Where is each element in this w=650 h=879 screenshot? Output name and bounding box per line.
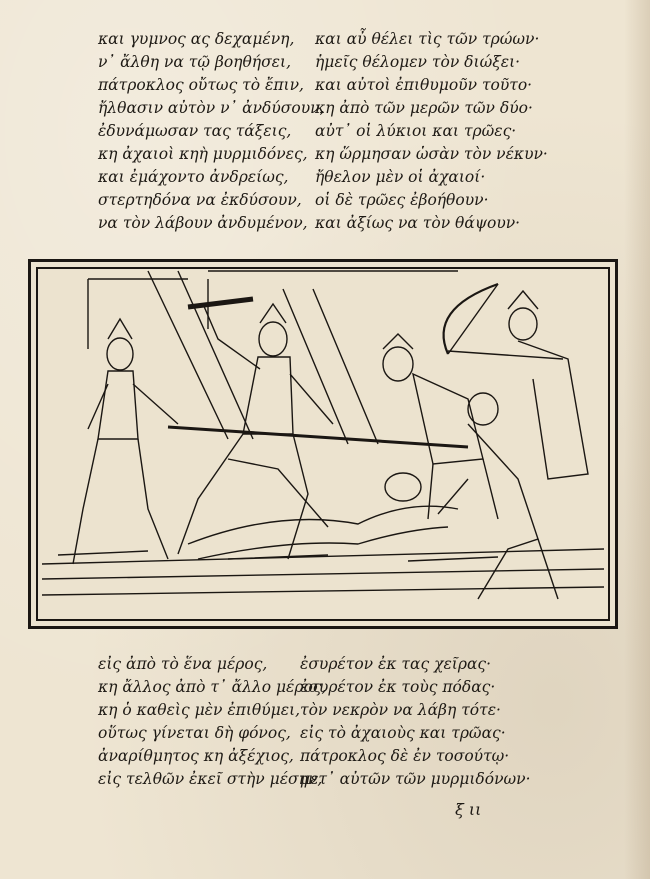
verse-line: οἱ δὲ τρῶες ἐβοήθουν·	[315, 191, 489, 209]
verse-line: στερτηδόνα να ἐκδύσουν,	[98, 191, 302, 209]
verse-line: πάτροκλος οὔτως τὸ ἔπιν,	[98, 76, 304, 94]
verse-line: μετ᾽ αὐτῶν τῶν μυρμιδόνων·	[300, 770, 531, 788]
verse-line: ἀναρίθμητος κη ἀξέχιος,	[98, 747, 294, 765]
verse-line: εἰς τελθῶν ἐκεῖ στὴν μέσην,	[98, 770, 323, 788]
verse-line: κη ὥρμησαν ὡσὰν τὸν νέκυν·	[315, 145, 548, 163]
verse-line: ἡμεῖς θέλομεν τὸν διώξει·	[315, 53, 521, 71]
verse-line: να τὸν λάβουν ἀνδυμένον,	[98, 214, 308, 232]
verse-column-top-right	[315, 30, 555, 240]
verse-line: και γυμνος ας δεχαμένη,	[98, 30, 295, 48]
verse-line: ἐδυνάμωσαν τας τάξεις,	[98, 122, 292, 140]
verse-line: και ἐμάχοντο ἀνδρείως,	[98, 168, 289, 186]
verse-line: πάτροκλος δὲ ἐν τοσούτῳ·	[300, 747, 510, 765]
woodcut-illustration	[28, 259, 618, 629]
verse-line: ἤθελον μὲν οἱ ἀχαιοί·	[315, 168, 486, 186]
verse-line: τὸν νεκρὸν να λάβη τότε·	[300, 701, 501, 719]
page-edge-shadow	[624, 0, 650, 879]
verse-line: κη ἀχαιοὶ κηὴ μυρμιδόνες,	[98, 145, 308, 163]
verse-line: και αὐτοὶ ἐπιθυμοῦν τοῦτο·	[315, 76, 533, 94]
verse-line: και αὖ θέλει τὶς τῶν τρώων·	[315, 30, 540, 48]
verse-line: και ἀξίως να τὸν θάψουν·	[315, 214, 521, 232]
verse-line: εἰς τὸ ἀχαιοὺς και τρῶας·	[300, 724, 506, 742]
verse-line: κη ἀπὸ τῶν μερῶν τῶν δύο·	[315, 99, 533, 117]
verse-line: αὐτ᾽ οἱ λύκιοι και τρῶες·	[315, 122, 517, 140]
verse-line: οὕτως γίνεται δὴ φόνος,	[98, 724, 291, 742]
verse-column-bottom-left	[98, 655, 327, 805]
verse-line: ἤλθασιν αὐτὸν ν᾽ ἀνδύσουν,	[98, 99, 325, 117]
signature-mark: ξ ιι	[455, 800, 482, 819]
verse-line: κη ἄλλος ἀπὸ τ᾽ ἄλλο μέρος,	[98, 678, 327, 696]
verse-line: κη ὁ καθεὶς μὲν ἐπιθύμει,	[98, 701, 301, 719]
verse-line: ἐσυρέτον ἐκ τας χεῖρας·	[300, 655, 492, 673]
verse-line: ἐσυρέτον ἐκ τοὺς πόδας·	[300, 678, 496, 696]
verse-line: εἰς ἀπὸ τὸ ἕνα μέρος,	[98, 655, 268, 673]
verse-column-bottom-right	[300, 655, 560, 805]
verse-column-top-left	[98, 30, 323, 240]
verse-line: ν᾽ ἄλθη να τῷ βοηθήσει,	[98, 53, 291, 71]
